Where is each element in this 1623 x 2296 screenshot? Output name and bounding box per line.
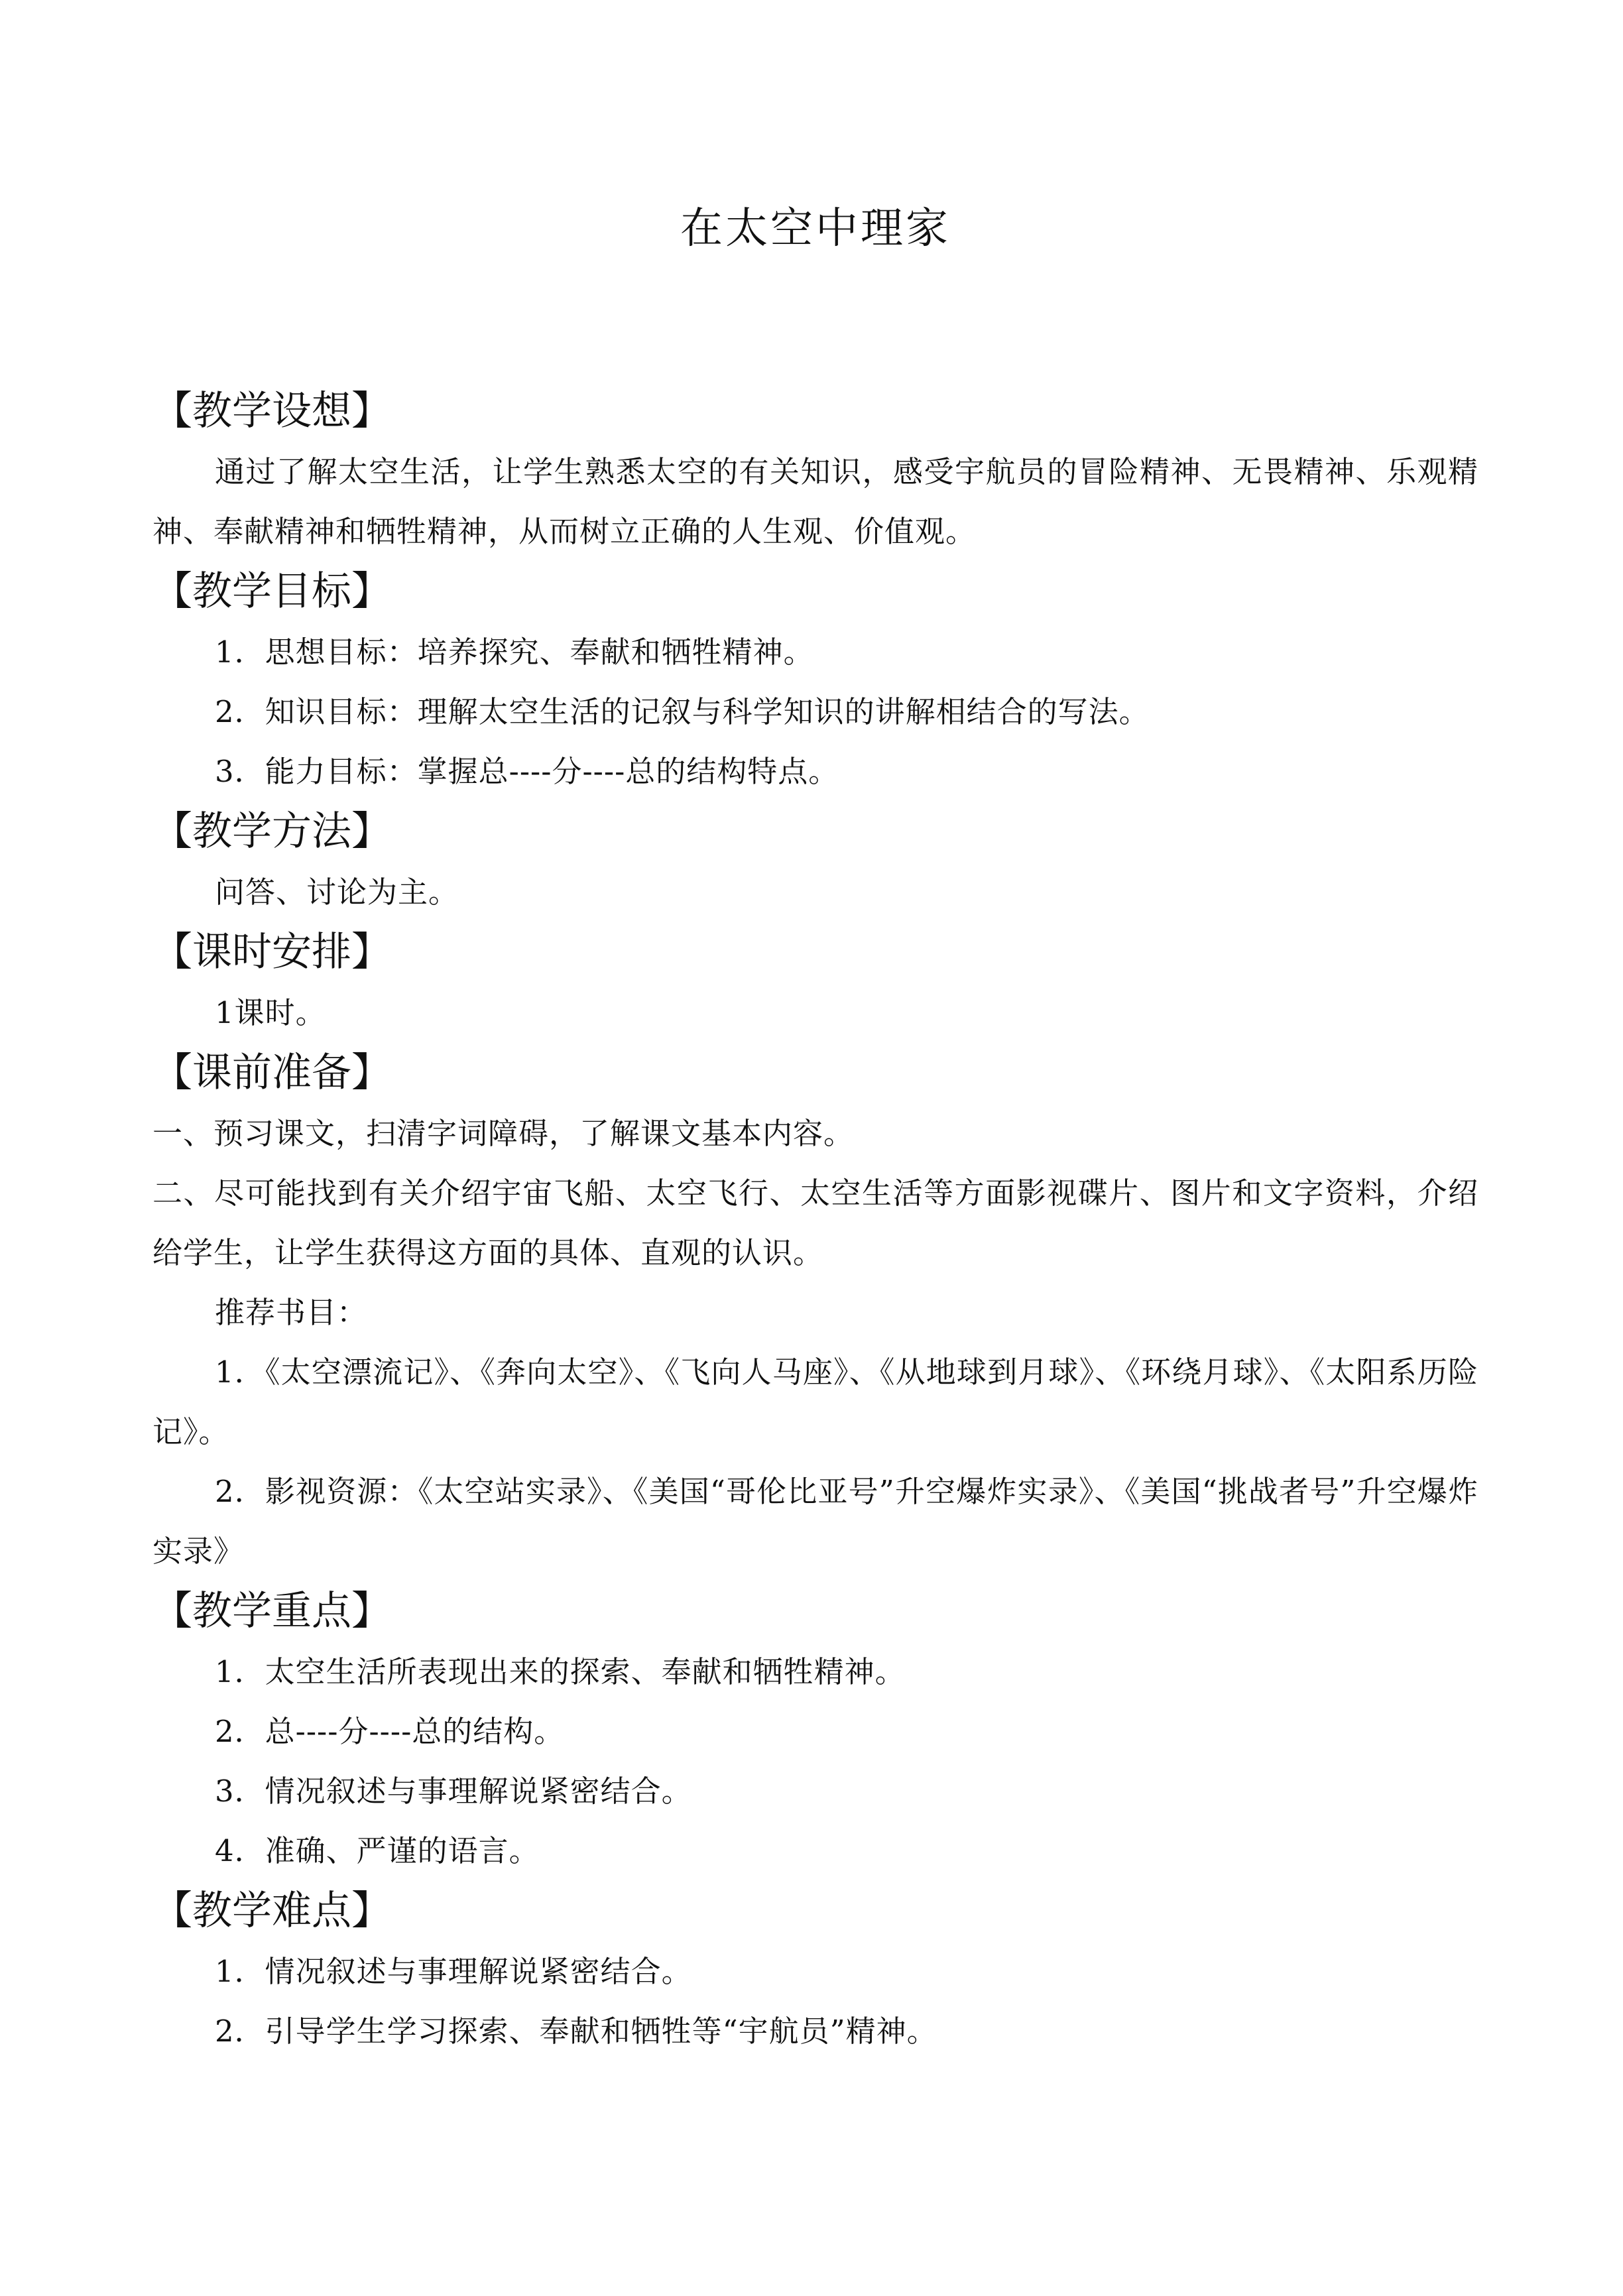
recommended-books: 1．《太空漂流记》、《奔向太空》、《飞向人马座》、《从地球到月球》、《环绕月球》、《太阳系历险记》。 [152, 1355, 1478, 1449]
key-point-item: 1．太空生活所表现出来的探索、奉献和牺牲精神。 [215, 1654, 906, 1689]
section-heading-difficulties: 【教学难点】 [152, 1888, 391, 1934]
key-point-item: 4．准确、严谨的语言。 [215, 1833, 540, 1868]
section-heading-design: 【教学设想】 [152, 388, 391, 434]
section-heading-method: 【教学方法】 [152, 808, 391, 855]
section-heading-key-points: 【教学重点】 [152, 1588, 391, 1634]
document-title: 在太空中理家 [680, 204, 951, 253]
design-paragraph: 通过了解太空生活，让学生熟悉太空的有关知识，感受宇航员的冒险精神、无畏精神、乐观精神、奉献精神和牺牲精神，从而树立正确的人生观、价值观。 [152, 454, 1478, 549]
document-page [152, 0, 1478, 2296]
goal-item: 3．能力目标：掌握总----分----总的结构特点。 [215, 754, 839, 789]
section-heading-preparation: 【课前准备】 [152, 1050, 391, 1096]
difficulty-item: 1．情况叙述与事理解说紧密结合。 [215, 1954, 692, 1989]
goal-item: 2．知识目标：理解太空生活的记叙与科学知识的讲解相结合的写法。 [215, 694, 1150, 729]
recommend-label: 推荐书目： [215, 1295, 368, 1330]
document-body [152, 381, 1478, 2061]
method-text: 问答、讨论为主。 [215, 875, 459, 910]
section-heading-goals: 【教学目标】 [152, 568, 391, 615]
key-point-item: 3．情况叙述与事理解说紧密结合。 [215, 1774, 692, 1809]
recommended-videos: 2．影视资源：《太空站实录》、《美国“哥伦比亚号”升空爆炸实录》、《美国“挑战者号”升空爆炸实录》 [152, 1474, 1478, 1569]
key-point-item: 2．总----分----总的结构。 [215, 1714, 565, 1749]
goal-item: 1．思想目标：培养探究、奉献和牺牲精神。 [215, 634, 814, 670]
section-heading-schedule: 【课时安排】 [152, 929, 391, 975]
preparation-item: 一、预习课文，扫清字词障碍，了解课文基本内容。 [152, 1116, 855, 1151]
schedule-text: 1课时。 [215, 995, 326, 1030]
difficulty-item: 2．引导学生学习探索、奉献和牺牲等“宇航员”精神。 [215, 2014, 937, 2049]
preparation-item: 二、尽可能找到有关介绍宇宙飞船、太空飞行、太空生活等方面影视碟片、图片和文字资料，介绍给学生，让学生获得这方面的具体、直观的认识。 [152, 1176, 1478, 1270]
